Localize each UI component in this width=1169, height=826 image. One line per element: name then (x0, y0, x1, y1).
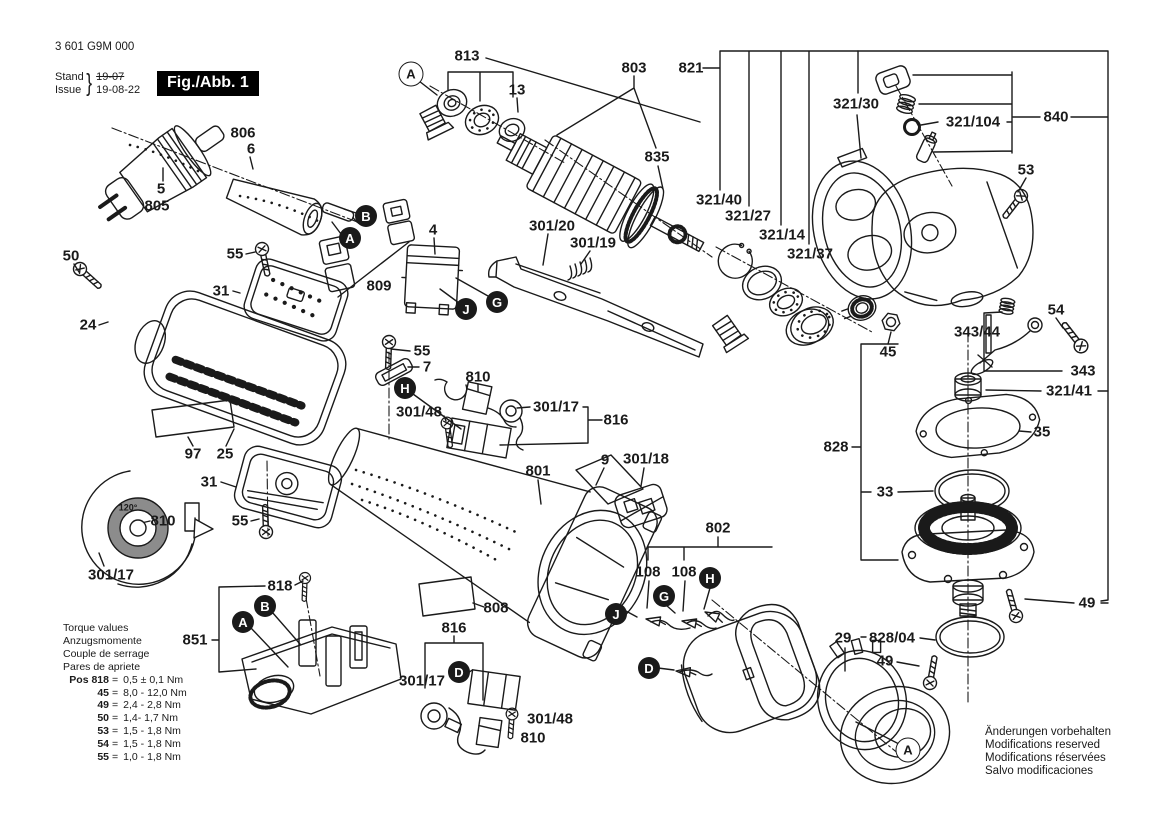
part-label-31: 31 (200, 473, 218, 491)
part-label-45: 45 (879, 343, 897, 361)
part-label-321-104: 321/104 (945, 113, 1001, 131)
spring-301-19 (568, 258, 592, 280)
part-label-55: 55 (231, 512, 249, 530)
part-label-49: 49 (876, 652, 894, 670)
part-label-818: 818 (267, 577, 293, 595)
part-label-301-20: 301/20 (529, 217, 575, 235)
part-label-301-19: 301/19 (570, 234, 616, 252)
screw-55 (259, 504, 273, 538)
callout-b-filled: B (254, 595, 276, 617)
part-label-108: 108 (671, 563, 697, 581)
torque-value: 1,5 - 1,8 Nm (123, 725, 181, 738)
lock-button (874, 64, 912, 96)
part-label-49: 49 (1078, 594, 1096, 612)
spiral-arrow (194, 519, 213, 538)
part-label-828: 828 (823, 438, 849, 456)
screw-49 (922, 655, 941, 691)
callout-d-filled: D (638, 657, 660, 679)
callout-g-filled: G (486, 291, 508, 313)
armature (483, 109, 717, 277)
callout-j-filled: J (605, 603, 627, 625)
modifications-note (985, 726, 1111, 778)
torque-pos: 55 (97, 751, 109, 764)
torque-value: 1,5 - 1,8 Nm (123, 738, 181, 751)
spindle-nut (881, 313, 902, 332)
torque-equals: = (112, 686, 119, 699)
cover-31-bottom (231, 443, 344, 531)
part-label-120°: 120° (118, 502, 138, 513)
part-label-343-44: 343/44 (954, 323, 1000, 341)
part-label-821: 821 (678, 59, 704, 77)
callout-d-filled: D (448, 661, 470, 683)
part-label-321-41: 321/41 (1046, 382, 1092, 400)
figure-label: Fig./Abb. 1 (157, 71, 259, 96)
torque-equals: = (112, 738, 119, 751)
part-label-808: 808 (483, 599, 509, 617)
rubber-pad (709, 313, 748, 353)
part-label-805: 805 (144, 197, 170, 215)
part-label-813: 813 (454, 47, 480, 65)
part-label-4: 4 (428, 221, 438, 239)
gasket-35 (914, 393, 1041, 459)
torque-pos: 53 (97, 725, 109, 738)
part-label-25: 25 (216, 445, 234, 463)
torque-equals: = (112, 673, 119, 686)
callout-h-filled: H (699, 567, 721, 589)
torque-equals: = (112, 712, 119, 725)
part-label-6: 6 (246, 140, 256, 158)
stand-value: 19-07 (96, 70, 125, 83)
callout-a-outline: A (399, 62, 424, 87)
part-label-5: 5 (156, 180, 166, 198)
part-label-828-04: 828/04 (869, 629, 915, 647)
screw-53 (999, 187, 1030, 222)
part-label-802: 802 (705, 519, 731, 537)
modifications-note-line: Salvo modificaciones (985, 764, 1094, 777)
base-plate-851 (242, 620, 401, 714)
issue-label: Issue (55, 83, 82, 96)
callout-a-outline: A (896, 738, 921, 763)
part-label-9: 9 (600, 451, 610, 469)
torque-pos: 54 (97, 738, 109, 751)
callout-b-filled: B (355, 205, 377, 227)
screw-49 (1002, 588, 1024, 624)
brace-glyph: } (86, 69, 92, 97)
modifications-note-line: Modifications réservées (985, 751, 1106, 764)
torque-row (63, 712, 187, 725)
torque-row (63, 725, 187, 738)
part-label-301-17: 301/17 (533, 398, 579, 416)
part-label-301-48: 301/48 (527, 710, 573, 728)
torque-equals: = (112, 751, 119, 764)
torque-value: 8,0 - 12,0 Nm (123, 686, 187, 699)
part-label-810: 810 (520, 729, 546, 747)
part-label-54: 54 (1047, 301, 1065, 319)
document-number: 3 601 G9M 000 (55, 41, 135, 53)
part-label-301-17: 301/17 (399, 672, 445, 690)
connector-block-2 (383, 199, 415, 245)
part-label-301-18: 301/18 (623, 450, 669, 468)
part-label-803: 803 (621, 59, 647, 77)
part-label-806: 806 (230, 124, 256, 142)
torque-row (63, 674, 187, 687)
lock-pin (915, 130, 939, 163)
retainer-ring (461, 100, 504, 140)
part-label-301-48: 301/48 (396, 403, 442, 421)
o-ring-321-104 (905, 120, 920, 135)
switch-4 (400, 244, 463, 315)
sticker-808 (419, 577, 475, 616)
part-label-321-30: 321/30 (833, 95, 879, 113)
torque-pos: 50 (97, 712, 109, 725)
torque-rows (63, 674, 187, 764)
part-label-7: 7 (422, 358, 432, 376)
torque-title-line: Torque values (63, 622, 129, 634)
part-label-50: 50 (62, 247, 80, 265)
ring-gear-321-37 (780, 300, 839, 352)
screw-54 (1058, 319, 1091, 356)
screw-301-48 (504, 708, 518, 739)
terminal-cone (681, 617, 702, 629)
part-label-801: 801 (525, 462, 551, 480)
cord-guard (223, 171, 326, 240)
part-label-840: 840 (1043, 108, 1069, 126)
part-label-55: 55 (226, 245, 244, 263)
part-label-321-27: 321/27 (725, 207, 771, 225)
issue-value: 19-08-22 (96, 83, 141, 96)
torque-pos: Pos 818 (69, 673, 109, 686)
torque-value: 1,4- 1,7 Nm (123, 712, 178, 725)
part-label-321-37: 321/37 (787, 245, 833, 263)
torque-note (63, 622, 187, 764)
part-label-108: 108 (635, 563, 661, 581)
terminal-cone (676, 667, 697, 678)
torque-value: 0,5 ± 0,1 Nm (123, 673, 184, 686)
callout-j-filled: J (455, 298, 477, 320)
callout-g-filled: G (653, 585, 675, 607)
part-label-343: 343 (1070, 362, 1096, 380)
screw-50 (71, 260, 105, 292)
stand-label: Stand (55, 70, 84, 83)
torque-equals: = (112, 725, 119, 738)
lever-301-20 (489, 257, 703, 357)
part-label-301-17: 301/17 (88, 566, 134, 584)
screw-818 (299, 572, 311, 601)
part-label-29: 29 (834, 629, 852, 647)
torque-title-line: Anzugsmomente (63, 634, 142, 647)
part-label-31: 31 (212, 282, 230, 300)
part-label-835: 835 (644, 148, 670, 166)
part-label-97: 97 (184, 445, 202, 463)
part-label-13: 13 (508, 81, 526, 99)
torque-titles (63, 622, 187, 674)
center-axes (112, 86, 968, 755)
torque-pos: 49 (97, 699, 109, 712)
part-label-809: 809 (366, 277, 392, 295)
part-label-851: 851 (182, 631, 208, 649)
spring-343 (999, 297, 1015, 315)
part-label-810: 810 (465, 368, 491, 386)
torque-value: 2,4 - 2,8 Nm (123, 699, 181, 712)
torque-equals: = (112, 699, 119, 712)
part-label-816: 816 (603, 411, 629, 429)
cover-31-top (241, 256, 351, 345)
stand-issue-block (55, 69, 140, 98)
part-label-321-14: 321/14 (759, 226, 805, 244)
part-label-53: 53 (1017, 161, 1035, 179)
torque-title-line: Pares de apriete (63, 660, 141, 673)
callout-a-filled: A (232, 611, 254, 633)
callout-h-filled: H (394, 377, 416, 399)
torque-title-line: Couple de serrage (63, 647, 150, 660)
terminal-cone (703, 608, 725, 625)
modifications-note-line: Änderungen vorbehalten (985, 726, 1111, 738)
part-label-33: 33 (876, 483, 894, 501)
part-label-55: 55 (413, 342, 431, 360)
part-label-24: 24 (79, 316, 97, 334)
torque-pos: 45 (97, 686, 109, 699)
modifications-note-line: Modifications reserved (985, 738, 1101, 751)
part-label-321-40: 321/40 (696, 191, 742, 209)
part-label-810: 810 (150, 512, 176, 530)
field-frame-25 (121, 278, 353, 452)
torque-row (63, 738, 187, 751)
torque-value: 1,0 - 1,8 Nm (123, 751, 181, 764)
torque-row (63, 751, 187, 764)
part-label-816: 816 (441, 619, 467, 637)
o-ring-828-04 (936, 617, 1004, 657)
part-label-35: 35 (1033, 423, 1051, 441)
torque-row (63, 699, 187, 712)
callout-a-filled: A (339, 227, 361, 249)
bearing-321-14 (765, 283, 807, 321)
torque-row (63, 687, 187, 700)
